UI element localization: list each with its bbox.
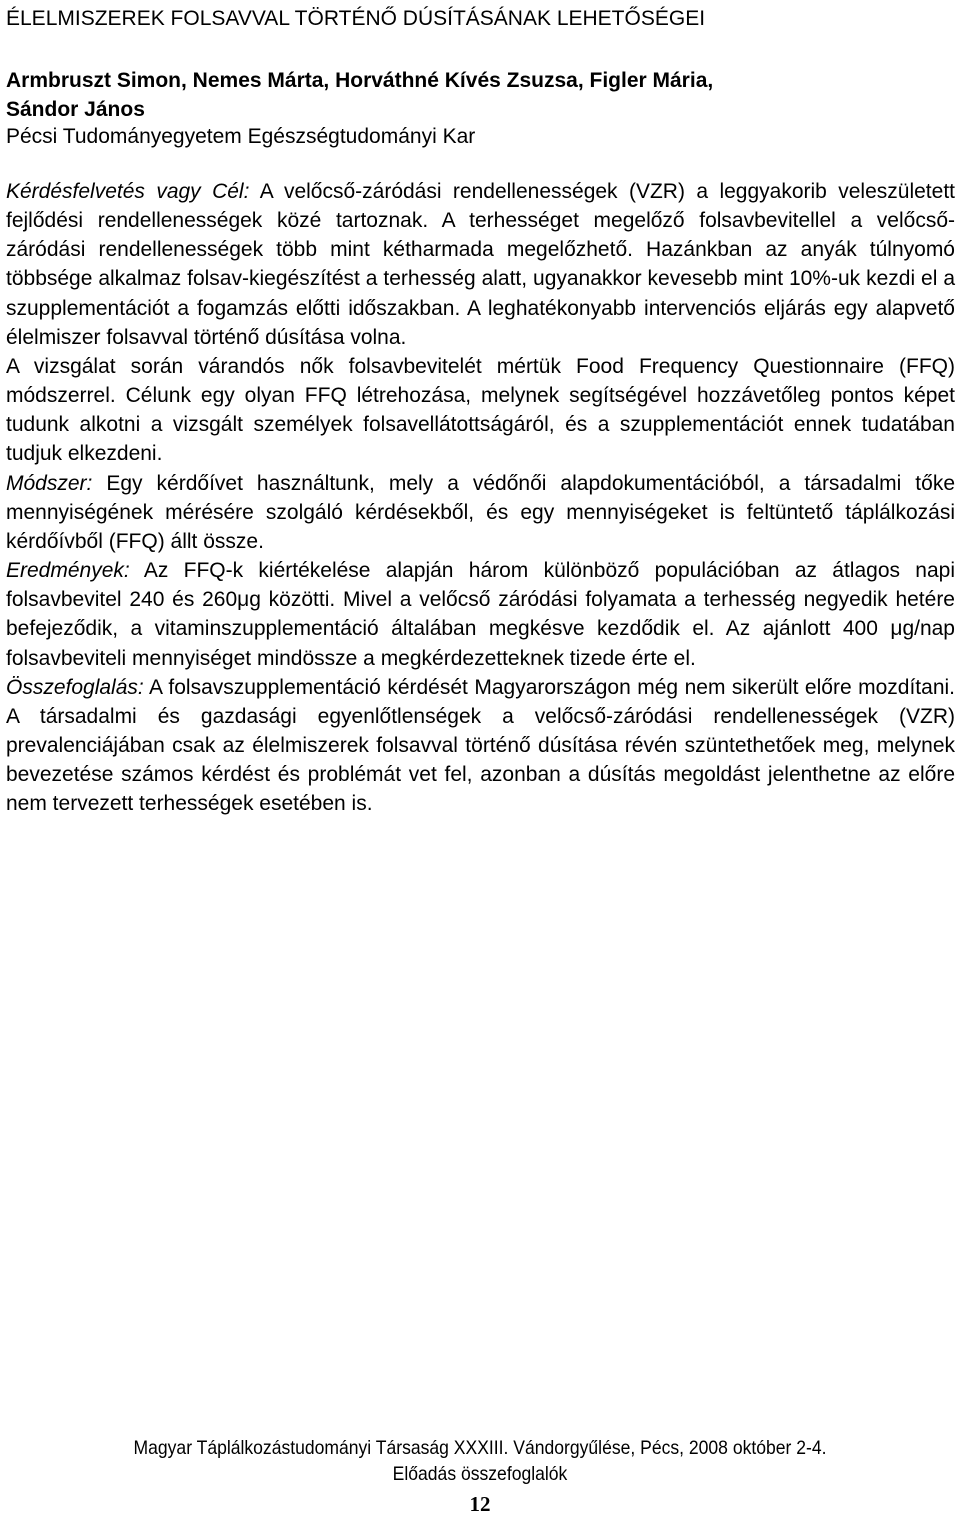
affiliation: Pécsi Tudományegyetem Egészségtudományi Kar — [6, 125, 476, 148]
author-list — [6, 66, 956, 124]
author-line-2: Sándor János — [6, 98, 145, 121]
author-line-1: Armbruszt Simon, Nemes Márta, Horváthné Kívés Zsuzsa, Figler Mária, — [6, 69, 714, 92]
aim-label: Kérdésfelvetés vagy Cél: — [6, 180, 250, 203]
results-paragraph — [6, 556, 955, 673]
summary-paragraph — [6, 673, 955, 819]
summary-label: Összefoglalás: — [6, 675, 144, 699]
method-text: Egy kérdőívet használtunk, mely a védőnői alapdokumentációból, a társadalmi tőke mennyiségének mérésére szolgáló kérdésekből, és egy mennyiségeket is feltüntető táplálkozási kérdőívből (FFQ) állt össze. — [6, 471, 955, 553]
summary-text: A folsavszupplementáció kérdését Magyarországon még nem sikerült előre mozdítani. A társadalmi és gazdasági egyenlőtlenségek a velőcső-záródási rendellenességek (VZR) prevalenciájában csak az élelmiszerek folsavval történő dúsítása révén szüntethetőek meg, melynek bevezetése számos kérdést és problémát vet fel, azonban a dúsítás megoldást jelenthetne az előre nem tervezett terhességek esetében is. — [6, 675, 955, 816]
abstract-body — [6, 177, 955, 818]
page-number: 12 — [469, 1492, 491, 1516]
footer-section: Előadás összefoglalók — [392, 1463, 568, 1485]
method-label: Módszer: — [6, 471, 93, 495]
footer-conference: Magyar Táplálkozástudományi Társaság XXXIII. Vándorgyűlése, Pécs, 2008 október 2-4. — [133, 1437, 827, 1459]
study-text: A vizsgálat során várandós nők folsavbevitelét mértük Food Frequency Questionnaire (FFQ) módszerrel. Célunk egy olyan FFQ létrehozása, melynek segítségével hozzávetőleg pontos képet tudunk alkotni a vizsgált személyek folsavellátottságáról, és a szupplementációt ennek tudatában tudjuk elkezdeni. — [6, 354, 955, 466]
document-title: ÉLELMISZEREK FOLSAVVAL TÖRTÉNŐ DÚSÍTÁSÁNAK LEHETŐSÉGEI — [6, 7, 706, 30]
study-paragraph — [6, 352, 955, 469]
aim-text: A velőcső-záródási rendellenességek (VZR) a leggyakorib veleszületett fejlődési rendellenességek közé tartoznak. A terhességet megelőző folsavbevitellel a velőcső-záródási rendellenességek több mint kétharmada megelőzhető. Hazánkban az anyák túlnyomó többsége alkalmaz folsav-kiegészítést a terhesség alatt, ugyanakkor kevesebb mint 10%-uk kezdi el a szupplementációt a fogamzás előtti időszakban. A leghatékonyabb intervenciós eljárás egy alapvető élelmiszer folsavval történő dúsítása volna. — [6, 180, 955, 349]
aim-paragraph — [6, 177, 955, 352]
results-label: Eredmények: — [6, 559, 130, 583]
page-footer — [48, 1435, 912, 1487]
results-text: Az FFQ-k kiértékelése alapján három különböző populációban az átlagos napi folsavbevitel 240 és 260μg közötti. Mivel a velőcső záródási folyamata a terhesség negyedik hetére befejeződik, a vitaminszupplementáció általában megkésve kezdődik el. Az ajánlott 400 μg/nap folsavbeviteli mennyiséget mindössze a megkérdezetteknek tizede érte el. — [6, 559, 955, 670]
method-paragraph — [6, 469, 955, 556]
